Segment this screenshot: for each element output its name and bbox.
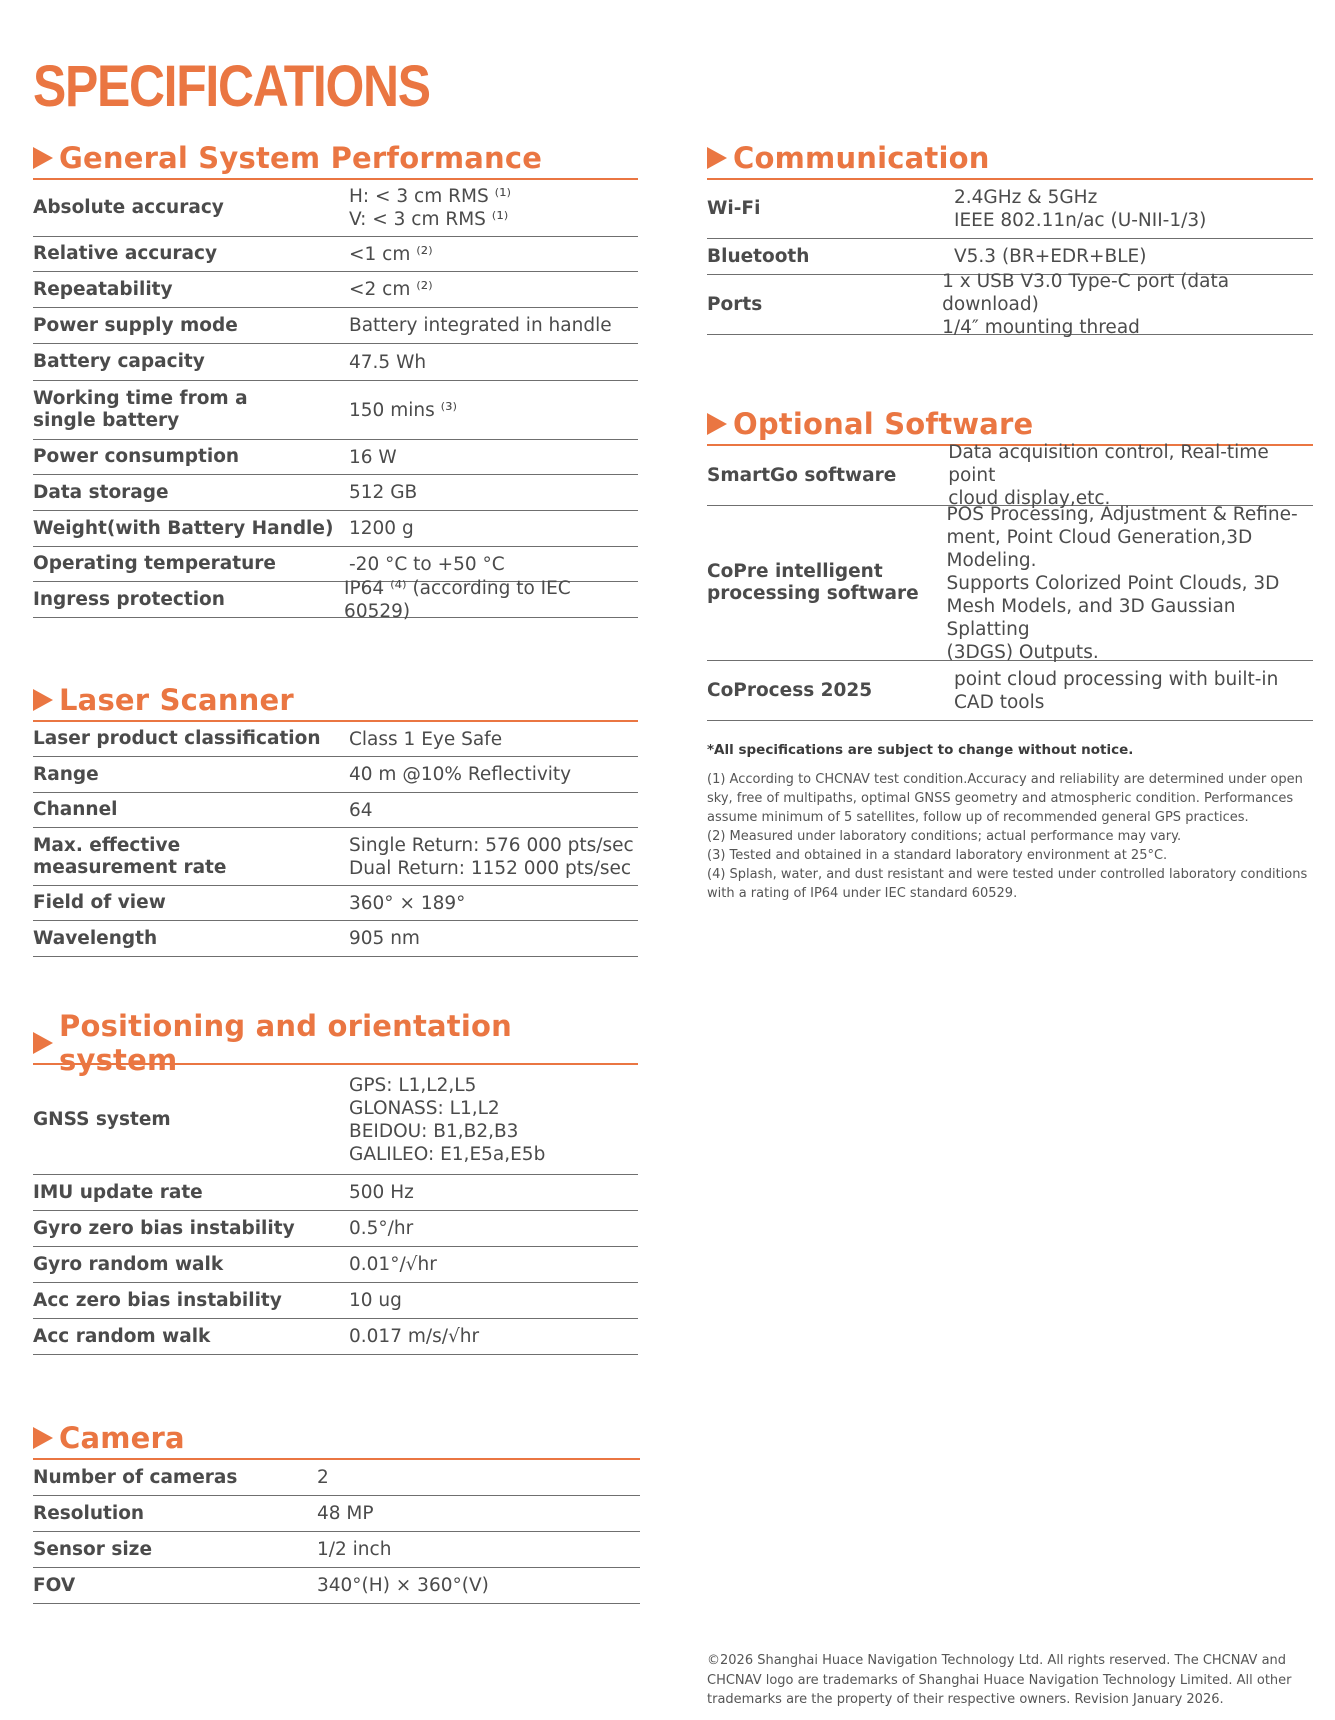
spec-row — [707, 271, 1313, 338]
spec-table — [33, 180, 638, 622]
spec-row — [33, 1568, 640, 1604]
spec-row — [33, 440, 638, 475]
spec-row — [33, 344, 638, 381]
spec-table — [33, 1460, 640, 1604]
spec-row — [33, 793, 638, 828]
spec-table — [707, 180, 1313, 338]
section-heading: Optional Software — [733, 407, 1034, 441]
spec-row — [33, 577, 638, 622]
section-optional-software — [707, 404, 1313, 721]
spec-label: Wi-Fi — [707, 198, 761, 219]
spec-value: H: < 3 cm RMS ⁽¹⁾ V: < 3 cm RMS ⁽¹⁾ — [349, 186, 512, 230]
spec-label: Operating temperature — [33, 553, 276, 574]
spec-row — [33, 1532, 640, 1568]
spec-label: CoPre intelligent processing software — [707, 561, 919, 604]
spec-label: Range — [33, 763, 99, 785]
section-general-system-performance — [33, 138, 638, 622]
spec-value: 360° × 189° — [349, 892, 466, 914]
spec-row — [33, 1211, 638, 1247]
spec-row — [33, 1065, 638, 1175]
spec-row — [33, 180, 638, 237]
section-header — [33, 1418, 640, 1460]
spec-label: Resolution — [33, 1502, 145, 1524]
spec-value: <1 cm ⁽²⁾ — [349, 243, 433, 265]
triangle-arrow-icon — [33, 147, 53, 169]
spec-label: Battery capacity — [33, 351, 205, 372]
spec-value: 2.4GHz & 5GHz IEEE 802.11n/ac (U-NII-1/3) — [954, 187, 1207, 231]
page-title: SPECIFICATIONS — [33, 54, 430, 119]
spec-row — [33, 886, 638, 921]
spec-value: 64 — [349, 799, 373, 821]
spec-value: 512 GB — [349, 482, 418, 503]
spec-row — [33, 381, 638, 440]
spec-label: Wavelength — [33, 927, 158, 949]
spec-value: point cloud processing with built-in CAD tools — [954, 668, 1279, 713]
spec-value: 1200 g — [349, 518, 414, 539]
spec-value: 40 m @10% Reflectivity — [349, 764, 572, 785]
spec-row — [33, 828, 638, 886]
spec-label: Field of view — [33, 892, 166, 913]
spec-value: 1 x USB V3.0 Type-C port (data download) 1/4″ mounting thread — [942, 271, 1230, 338]
spec-value: V5.3 (BR+EDR+BLE) — [954, 246, 1147, 267]
spec-value: 48 MP — [317, 1503, 374, 1524]
spec-row — [33, 308, 638, 344]
spec-value: Single Return: 576 000 pts/sec Dual Return: 1152 000 pts/sec — [349, 834, 634, 879]
section-camera — [33, 1418, 640, 1604]
section-header — [33, 138, 638, 180]
spec-row — [33, 1283, 638, 1319]
triangle-arrow-icon — [707, 413, 727, 435]
spec-label: CoProcess 2025 — [707, 679, 873, 701]
spec-label: Acc random walk — [33, 1325, 211, 1347]
spec-row — [33, 1496, 640, 1532]
section-communication — [707, 138, 1313, 338]
spec-label: IMU update rate — [33, 1181, 203, 1203]
footnote: (1) According to CHCNAV test condition.Accuracy and reliability are determined under open sky, free of multipaths, optimal GNSS geometry and atmospheric condition. Performances assume minimum of 5 satellites, follow up of recommended general GPS practices. — [707, 772, 1303, 825]
spec-value: Data acquisition control, Real-time point cloud display,etc. — [948, 442, 1269, 509]
spec-value: Class 1 Eye Safe — [349, 728, 503, 750]
notes — [707, 742, 1312, 903]
spec-label: GNSS system — [33, 1108, 171, 1130]
spec-label: SmartGo software — [707, 464, 897, 486]
spec-label: Max. effective measurement rate — [33, 834, 227, 878]
spec-label: Ports — [707, 293, 763, 315]
spec-label: FOV — [33, 1574, 76, 1596]
disclaimer: *All specifications are subject to change without notice. — [707, 742, 1134, 758]
section-header — [33, 680, 638, 722]
spec-value: 0.017 m/s/√hr — [349, 1326, 480, 1347]
spec-label: Gyro random walk — [33, 1253, 224, 1275]
section-heading: Communication — [733, 141, 990, 175]
footnote: (3) Tested and obtained in a standard laboratory environment at 25°C. — [707, 848, 1168, 863]
spec-row — [33, 237, 638, 272]
triangle-arrow-icon — [33, 1427, 53, 1449]
spec-row — [33, 1247, 638, 1283]
spec-row — [33, 1460, 640, 1496]
spec-value: GPS: L1,L2,L5 GLONASS: L1,L2 BEIDOU: B1,B2,B3 GALILEO: E1,E5a,E5b — [349, 1074, 546, 1165]
triangle-arrow-icon — [707, 147, 727, 169]
spec-value: IP64 ⁽⁴⁾ (according to IEC 60529) — [344, 577, 571, 622]
spec-value: -20 °C to +50 °C — [349, 553, 505, 575]
spec-row — [33, 921, 638, 957]
spec-value: 47.5 Wh — [349, 351, 427, 373]
spec-value: 0.5°/hr — [349, 1218, 414, 1239]
spec-value: 905 nm — [349, 928, 420, 949]
section-heading: Camera — [59, 1421, 185, 1455]
spec-label: Channel — [33, 799, 118, 820]
spec-label: Power consumption — [33, 446, 240, 467]
spec-label: Working time from a single battery — [33, 388, 248, 431]
spec-row — [33, 511, 638, 547]
section-positioning-orientation — [33, 1009, 638, 1355]
spec-row — [707, 442, 1313, 509]
spec-label: Gyro zero bias instability — [33, 1217, 295, 1239]
spec-label: Ingress protection — [33, 588, 225, 610]
spec-label: Weight(with Battery Handle) — [33, 517, 334, 539]
spec-label: Power supply mode — [33, 314, 238, 336]
spec-value: 2 — [317, 1467, 329, 1488]
spec-label: Relative accuracy — [33, 243, 218, 264]
spec-label: Absolute accuracy — [33, 197, 224, 218]
section-header — [707, 404, 1313, 446]
copyright-footer: ©2026 Shanghai Huace Navigation Technology Ltd. All rights reserved. The CHCNAV and CHCNAV logo are trademarks of Shanghai Huace Navigation Technology Limited. All other trademarks are the property of their respective owners. Revision January 2026. — [707, 1653, 1292, 1707]
spec-row — [33, 1175, 638, 1211]
spec-label: Acc zero bias instability — [33, 1289, 282, 1311]
spec-label: Repeatability — [33, 278, 173, 300]
spec-value: 1/2 inch — [317, 1539, 392, 1560]
spec-label: Number of cameras — [33, 1466, 238, 1488]
spec-value: <2 cm ⁽²⁾ — [349, 279, 433, 300]
section-heading: Positioning and orientation system — [59, 1009, 512, 1077]
spec-label: Laser product classification — [33, 728, 321, 749]
spec-table — [33, 1065, 638, 1355]
triangle-arrow-icon — [33, 689, 53, 711]
spec-value: Battery integrated in handle — [349, 315, 612, 336]
section-header — [33, 1009, 638, 1077]
spec-table — [33, 722, 638, 957]
spec-value: 10 ug — [349, 1290, 402, 1311]
section-laser-scanner — [33, 680, 638, 957]
spec-row — [33, 475, 638, 511]
spec-row — [33, 757, 638, 793]
spec-value: POS Processing, Adjustment & Refine- ment, Point Cloud Generation,3D Modeling. Supports Colorized Point Clouds, 3D Mesh Models, and 3D Gaussian Splatting (3DGS) Outputs. — [946, 503, 1298, 663]
triangle-arrow-icon — [33, 1032, 53, 1054]
footnote: (2) Measured under laboratory conditions; actual performance may vary. — [707, 829, 1182, 844]
spec-value: 0.01°/√hr — [349, 1254, 437, 1275]
spec-row — [33, 722, 638, 757]
spec-row — [33, 1319, 638, 1355]
footnote: (4) Splash, water, and dust resistant and were tested under controlled laboratory conditions with a rating of IP64 under IEC standard 60529. — [707, 867, 1308, 901]
spec-table — [707, 442, 1313, 721]
spec-value: 340°(H) × 360°(V) — [317, 1575, 489, 1596]
spec-value: 16 W — [349, 446, 397, 468]
spec-label: Data storage — [33, 481, 169, 503]
spec-row — [707, 180, 1313, 239]
spec-value: 150 mins ⁽³⁾ — [349, 399, 458, 421]
spec-row — [707, 661, 1313, 721]
spec-row — [33, 272, 638, 308]
spec-value: 500 Hz — [349, 1182, 414, 1203]
section-heading: General System Performance — [59, 141, 543, 175]
spec-row — [707, 503, 1313, 663]
section-header — [707, 138, 1313, 180]
spec-label: Sensor size — [33, 1538, 152, 1560]
section-heading: Laser Scanner — [59, 683, 294, 717]
spec-label: Bluetooth — [707, 245, 810, 267]
